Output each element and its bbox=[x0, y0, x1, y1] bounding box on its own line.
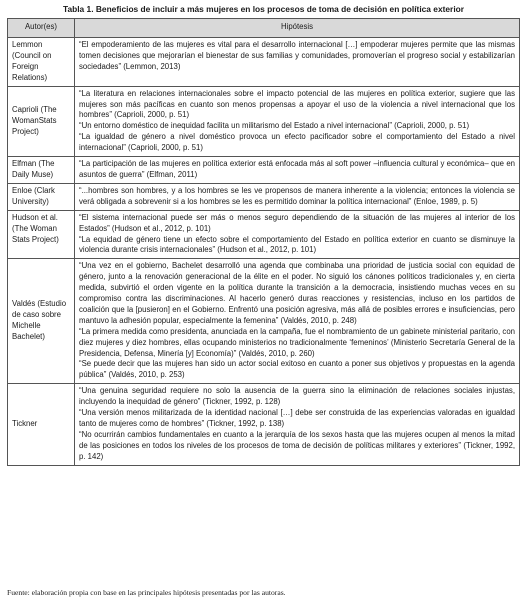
hypothesis-text: “La igualdad de género a nivel doméstico provoca un efecto pacificador sobre el comportamiento del Estado a nivel internacional” (Caprioli, 2000, p. 51) bbox=[79, 132, 515, 153]
hypothesis-text: “Una vez en el gobierno, Bachelet desarrolló una agenda que combinaba una prioridad de justicia social con equidad de género, junto a la renovación generacional de la élite en el poder. No siguió los cánones políticos tradicionales y, en cierta medida, subvirtió el orden vigente en la política durante la transición a la democracia, insistiendo muchas veces en su compromiso contra las discriminaciones. Al hacerlo generó duras reacciones y resistencias, incluso en los partidos de coalición que la [pusieron] en el Gobierno. Enfrentó una posición agresiva, más allá de posibles errores e insuficiencias, pero mantuvo la adhesión popular, especialmente la femenina” (Valdés, 2010, p. 248) bbox=[79, 261, 515, 325]
hypothesis-text: “No ocurrirán cambios fundamentales en cuanto a la jerarquía de los sexos hasta que las mujeres ocupen al menos la mitad de las posiciones en todos los niveles de los procesos de toma de decisión de políticas militares y exteriores” (Tickner, 1992, p. 142) bbox=[79, 429, 515, 461]
author-cell: Valdés (Estudio de caso sobre Michelle Bachelet) bbox=[8, 259, 75, 384]
hypothesis-cell bbox=[75, 259, 520, 384]
header-author: Autor(es) bbox=[8, 19, 75, 38]
author-cell: Hudson et al. (The Woman Stats Project) bbox=[8, 210, 75, 259]
table-caption: Tabla 1. Beneficios de incluir a más mujeres en los procesos de toma de decisión en política exterior bbox=[62, 4, 465, 14]
hypothesis-cell bbox=[75, 183, 520, 210]
author-cell: Enloe (Clark University) bbox=[8, 183, 75, 210]
hypothesis-text: “Una genuina seguridad requiere no solo la ausencia de la guerra sino la eliminación de relaciones sociales injustas, incluyendo la inequidad de género” (Tickner, 1992, p. 128) bbox=[79, 386, 515, 407]
hypothesis-cell bbox=[75, 86, 520, 156]
table-row bbox=[8, 183, 520, 210]
hypothesis-text: “La participación de las mujeres en política exterior está enfocada más al soft power –influencia cultural y económica– que en asuntos de guerra” (Elfman, 2011) bbox=[79, 159, 515, 179]
table-row bbox=[8, 210, 520, 259]
hypothesis-text: “Una versión menos militarizada de la identidad nacional […] debe ser construida de las experiencias valoradas en igualdad tanto de mujeres como de hombres” (Tickner, 1992, p. 138) bbox=[79, 408, 515, 428]
hypothesis-text: “Un entorno doméstico de inequidad facilita un militarismo del Estado a nivel internacional” (Caprioli, 2000, p. 51) bbox=[79, 121, 470, 131]
hypothesis-text: “La primera medida como presidenta, anunciada en la campaña, fue el nombramiento de un gabinete ministerial paritario, con diez mujeres y diez hombres, ellas ocupando ministerios no tradicionalmente ‘femeninos’ (Ministerio Secretaría General de la Presidencia, Defensa, Minería [y] Economía)” (Valdés, 2010, p. 260) bbox=[79, 326, 515, 358]
header-hypothesis: Hipótesis bbox=[75, 19, 520, 38]
hypothesis-cell bbox=[75, 157, 520, 184]
table-row bbox=[8, 384, 520, 465]
hypothesis-cell bbox=[75, 38, 520, 87]
table-header-row bbox=[8, 19, 520, 38]
hypotheses-table bbox=[7, 18, 520, 466]
table-row bbox=[8, 157, 520, 184]
hypothesis-cell bbox=[75, 210, 520, 259]
table-row bbox=[8, 38, 520, 87]
table-row bbox=[8, 86, 520, 156]
author-cell: Tickner bbox=[8, 384, 75, 465]
hypothesis-cell bbox=[75, 384, 520, 465]
table-row bbox=[8, 259, 520, 384]
hypothesis-text: “El empoderamiento de las mujeres es vital para el desarrollo internacional […] empoderar mujeres permite que las mismas tomen decisiones que mejorarían el bienestar de sus familias y comunidades, promoverían el progreso social y estabilizarían sociedades” (Lemmon, 2013) bbox=[79, 40, 515, 71]
table-source-note: Fuente: elaboración propia con base en las principales hipótesis presentadas por las autoras. bbox=[7, 588, 286, 597]
author-cell: Elfman (The Daily Muse) bbox=[8, 157, 75, 184]
hypothesis-text: “Se puede decir que las mujeres han sido un actor social exitoso en cuanto a poner sus objetivos y propuestas en la agenda pública” (Valdés, 2010, p. 253) bbox=[79, 359, 515, 380]
author-cell: Lemmon (Council on Foreign Relations) bbox=[8, 38, 75, 87]
hypothesis-text: “...hombres son hombres, y a los hombres se les ve propensos de manera inherente a la violencia; entonces la violencia se verá obligada a sobrevenir si a los hombres se les es permitido dominar la política internacional” (Enloe, 1989, p. 5) bbox=[79, 185, 515, 206]
hypothesis-text: “La equidad de género tiene un efecto sobre el comportamiento del Estado en política exterior en cuanto se disminuye la violencia durante crisis internacionales” (Hudson et al., 2012, p. 101) bbox=[79, 234, 515, 255]
hypothesis-text: “La literatura en relaciones internacionales sobre el impacto potencial de las mujeres en política exterior, sugiere que las mujeres son más pacíficas en cuanto son menos propensas a apoyar el uso de la violencia a nivel internacional que los hombres” (Caprioli, 2000, p. 51) bbox=[79, 88, 515, 120]
hypothesis-text: “El sistema internacional puede ser más o menos seguro dependiendo de la situación de las mujeres al interior de los Estados” (Hudson et al., 2012, p. 101) bbox=[79, 212, 515, 233]
author-cell: Caprioli (The WomanStats Project) bbox=[8, 86, 75, 156]
